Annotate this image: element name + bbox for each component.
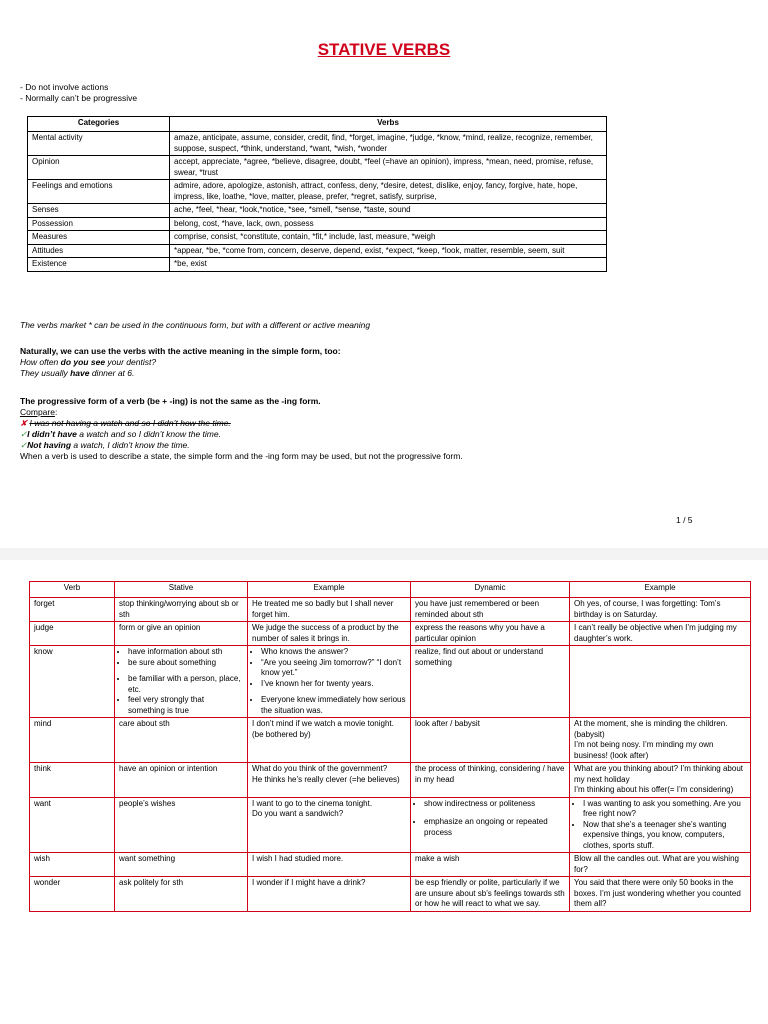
example-cell: We judge the success of a product by the number of sales it brings in. xyxy=(248,622,411,646)
header-verbs: Verbs xyxy=(170,117,607,132)
verb-cell: forget xyxy=(30,598,115,622)
list-item: • have information about sth xyxy=(128,647,243,658)
dynamic-cell: be esp friendly or polite, particularly if we are unsure about sb’s feelings towards sth or how he will react to what we say. xyxy=(411,877,570,912)
verbs-cell: amaze, anticipate, assume, consider, credit, find, *forget, imagine, *judge, *know, *mind, realize, recognize, remember, suppose, suspect, *think, understand, *want, *wish, *wonder xyxy=(170,132,607,156)
list-item: • Who knows the answer? xyxy=(261,647,406,658)
example-cell: I wonder if I might have a drink? xyxy=(248,877,411,912)
page-separator xyxy=(0,548,768,560)
category-cell: Feelings and emotions xyxy=(28,180,170,204)
example-cell: I can’t really be objective when I’m judging my daughter’s work. xyxy=(570,622,751,646)
dynamic-cell: make a wish xyxy=(411,853,570,877)
example-cell: You said that there were only 50 books in the boxes. I’m just wondering whether you counted them all? xyxy=(570,877,751,912)
example-cell xyxy=(570,646,751,718)
category-cell: Possession xyxy=(28,217,170,231)
categories-table xyxy=(27,116,607,272)
right-example: ✓I didn’t have a watch and so I didn’t know the time. xyxy=(20,429,221,439)
table-header-row xyxy=(30,582,751,598)
table-row xyxy=(28,204,607,218)
table-row xyxy=(30,797,751,853)
stative-cell: care about sth xyxy=(115,718,248,763)
verbs-cell: *appear, *be, *come from, concern, deserve, depend, exist, *expect, *keep, *look, matter, resemble, seem, suit xyxy=(170,244,607,258)
page-title: STATIVE VERBS xyxy=(317,40,451,59)
list-item: • be familiar with a person, place, etc. xyxy=(128,674,243,695)
example-cell: Oh yes, of course, I was forgetting: Tom’s birthday is on Saturday. xyxy=(570,598,751,622)
section-progressive-form xyxy=(20,396,463,462)
verbs-cell: comprise, consist, *constitute, contain, *fit,* include, last, measure, *weigh xyxy=(170,231,607,245)
section-heading: Naturally, we can use the verbs with the active meaning in the simple form, too: xyxy=(20,346,341,356)
stative-cell: have an opinion or intention xyxy=(115,763,248,798)
cross-icon: ✘ xyxy=(20,418,28,428)
category-cell: Measures xyxy=(28,231,170,245)
rule-text: When a verb is used to describe a state, the simple form and the -ing form may be used, but not the progressive form. xyxy=(20,451,463,461)
list-item: • be sure about something xyxy=(128,658,243,669)
stative-cell: want something xyxy=(115,853,248,877)
list-item: • feel very strongly that something is true xyxy=(128,695,243,716)
verb-cell: mind xyxy=(30,718,115,763)
example-cell: What are you thinking about? I’m thinking about my next holiday I’m thinking about his offer(= I’m considering) xyxy=(570,763,751,798)
compare-label: Compare: xyxy=(20,407,58,417)
intro-notes xyxy=(20,82,137,104)
category-cell: Existence xyxy=(28,258,170,272)
list-item: • I’ve known her for twenty years. xyxy=(261,679,406,690)
dynamic-cell: you have just remembered or been reminded about sth xyxy=(411,598,570,622)
table-row xyxy=(28,231,607,245)
example-cell: At the moment, she is minding the children. (babysit) I’m not being nosy. I’m minding my own business! (look after) xyxy=(570,718,751,763)
section-heading: The progressive form of a verb (be + -ing) is not the same as the -ing form. xyxy=(20,396,321,406)
table-row xyxy=(30,718,751,763)
example-cell: What do you think of the government? He thinks he’s really clever (=he believes) xyxy=(248,763,411,798)
footnote: The verbs market * can be used in the continuous form, but with a different or active meaning xyxy=(20,320,371,330)
verb-cell: wish xyxy=(30,853,115,877)
list-item: • show indirectness or politeness xyxy=(424,799,565,810)
verbs-table xyxy=(29,581,751,912)
example-cell xyxy=(570,797,751,853)
table-row xyxy=(28,132,607,156)
example-sentence: How often do you see your dentist? xyxy=(20,357,157,367)
header-example: Example xyxy=(248,582,411,598)
stative-cell: stop thinking/worrying about sb or sth xyxy=(115,598,248,622)
check-icon: ✓ xyxy=(20,429,28,439)
list-item: • I was wanting to ask you something. Are you free right now? xyxy=(583,799,746,820)
header-example: Example xyxy=(570,582,751,598)
dynamic-cell: the process of thinking, considering / have in my head xyxy=(411,763,570,798)
verbs-cell: ache, *feel, *hear, *look,*notice, *see, *smell, *sense, *taste, sound xyxy=(170,204,607,218)
table-row xyxy=(30,646,751,718)
check-icon: ✓ xyxy=(20,440,28,450)
example-cell: He treated me so badly but I shall never forget him. xyxy=(248,598,411,622)
verbs-cell: *be, exist xyxy=(170,258,607,272)
category-cell: Senses xyxy=(28,204,170,218)
list-item: • Now that she’s a teenager she’s wanting expensive things, you know, computers, clothes, sports stuff. xyxy=(583,820,746,852)
dynamic-cell: look after / babysit xyxy=(411,718,570,763)
verbs-cell: accept, appreciate, *agree, *believe, disagree, doubt, *feel (=have an opinion), impress, *mean, need, promise, refuse, swear, *trust xyxy=(170,156,607,180)
table-row xyxy=(28,180,607,204)
wrong-example: ✘ I was not having a watch and so I didn’t how the time. xyxy=(20,418,231,428)
example-sentence: They usually have dinner at 6. xyxy=(20,368,135,378)
header-stative: Stative xyxy=(115,582,248,598)
category-cell: Opinion xyxy=(28,156,170,180)
table-row xyxy=(28,217,607,231)
verb-cell: know xyxy=(30,646,115,718)
table-row xyxy=(30,853,751,877)
note-line: - Do not involve actions xyxy=(20,82,109,92)
header-categories: Categories xyxy=(28,117,170,132)
table-row xyxy=(30,763,751,798)
header-dynamic: Dynamic xyxy=(411,582,570,598)
verb-cell: think xyxy=(30,763,115,798)
stative-cell: ask politely for sth xyxy=(115,877,248,912)
table-header-row xyxy=(28,117,607,132)
example-cell: I wish I had studied more. xyxy=(248,853,411,877)
verb-cell: want xyxy=(30,797,115,853)
dynamic-cell: realize, find out about or understand something xyxy=(411,646,570,718)
verbs-cell: belong, cost, *have, lack, own, possess xyxy=(170,217,607,231)
verb-cell: wonder xyxy=(30,877,115,912)
table-row xyxy=(30,622,751,646)
table-row xyxy=(28,156,607,180)
right-example: ✓Not having a watch, I didn’t know the time. xyxy=(20,440,190,450)
example-cell: I want to go to the cinema tonight. Do you want a sandwich? xyxy=(248,797,411,853)
table-row xyxy=(30,877,751,912)
section-simple-form xyxy=(20,346,341,379)
list-item: • emphasize an ongoing or repeated process xyxy=(424,817,565,838)
page-number: 1 / 5 xyxy=(676,515,693,525)
note-line: - Normally can’t be progressive xyxy=(20,93,138,103)
category-cell: Mental activity xyxy=(28,132,170,156)
example-cell: Blow all the candles out. What are you wishing for? xyxy=(570,853,751,877)
example-cell: I don’t mind if we watch a movie tonight. (be bothered by) xyxy=(248,718,411,763)
table-row xyxy=(28,258,607,272)
list-item: • Everyone knew immediately how serious the situation was. xyxy=(261,695,406,716)
category-cell: Attitudes xyxy=(28,244,170,258)
header-verb: Verb xyxy=(30,582,115,598)
stative-cell: form or give an opinion xyxy=(115,622,248,646)
table-row xyxy=(30,598,751,622)
verbs-cell: admire, adore, apologize, astonish, attract, confess, deny, *desire, detest, dislike, enjoy, fancy, forgive, hate, hope, impress, like, loathe, *love, matter, please, prefer, *regret, satisfy, surprise, xyxy=(170,180,607,204)
dynamic-cell: express the reasons why you have a particular opinion xyxy=(411,622,570,646)
dynamic-cell xyxy=(411,797,570,853)
stative-cell: people’s wishes xyxy=(115,797,248,853)
stative-cell xyxy=(115,646,248,718)
list-item: • “Are you seeing Jim tomorrow?” “I don’t know yet.” xyxy=(261,658,406,679)
verb-cell: judge xyxy=(30,622,115,646)
table-row xyxy=(28,244,607,258)
example-cell xyxy=(248,646,411,718)
